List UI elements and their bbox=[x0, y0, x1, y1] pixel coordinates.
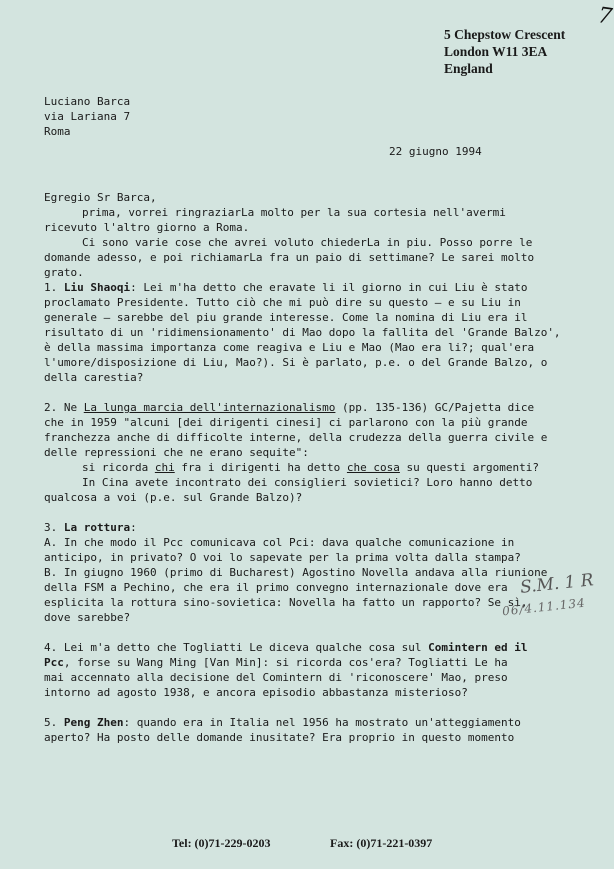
question-text: si ricorda bbox=[82, 461, 155, 474]
sender-address-line: London W11 3EA bbox=[444, 44, 548, 59]
handwritten-margin-note: 06/4.11.134 bbox=[501, 595, 587, 619]
question-1-line: generale – sarebbe del piu grande interesse. Come la nomina di Liu era il bbox=[44, 311, 528, 324]
intro-line: grato. bbox=[44, 266, 84, 279]
question-text: su questi argomenti? bbox=[399, 461, 539, 474]
question-number: 3. bbox=[44, 521, 58, 534]
question-4-line: mai accennato alla decisione del Comintern di 'riconoscere' Mao, preso bbox=[44, 671, 508, 684]
question-text: : Lei m'ha detto che eravate li il giorno in cui Liu è stato bbox=[130, 281, 528, 294]
footer-fax: Fax: (0)71-221-0397 bbox=[330, 836, 433, 850]
question-3-line: anticipo, in privato? O voi lo sapevate per la prima volta dalla stampa? bbox=[44, 551, 521, 564]
emphasis-underline: chi bbox=[154, 461, 175, 474]
question-3-line: esplicita la rottura sino-sovietica: Novella ha fatto un rapporto? Se sì, bbox=[44, 596, 528, 609]
question-4-topic: Comintern ed il bbox=[428, 641, 528, 654]
letter-body bbox=[44, 190, 564, 745]
question-4-line: intorno ad agosto 1938, e ancora episodio abbastanza misterioso? bbox=[44, 686, 468, 699]
question-4-line bbox=[44, 655, 564, 670]
question-1-line: l'umore/disposizione di Liu, Mao?). Si è parlato, p.e. o del Grande Balzo, o bbox=[44, 356, 548, 369]
question-3-heading-line bbox=[44, 520, 564, 535]
letter-date: 22 giugno 1994 bbox=[389, 145, 482, 158]
question-3-line: dove sarebbe? bbox=[44, 611, 131, 624]
intro-line: Ci sono varie cose che avrei voluto chiederLa in piu. Posso porre le bbox=[82, 236, 533, 249]
question-2-heading-line bbox=[44, 400, 564, 415]
intro-line: domande adesso, e poi richiamarLa fra un paio di settimane? Le sarei molto bbox=[44, 251, 535, 264]
question-1-line: è della massima importanza come reagiva e Liu e Mao (Mao era li?; qual'era bbox=[44, 341, 535, 354]
question-text: : quando era in Italia nel 1956 ha mostrato un'atteggiamento bbox=[123, 716, 521, 729]
question-1-line: risultato di un 'ridimensionamento' di Mao dopo la fallita del 'Grande Balzo', bbox=[44, 326, 561, 339]
question-2-subquestion bbox=[44, 460, 564, 475]
question-5-heading-line bbox=[44, 715, 564, 730]
question-number: 2. bbox=[44, 401, 58, 414]
question-text: 4. Lei m'a detto che Togliatti Le diceva qualche cosa sul bbox=[44, 641, 429, 654]
sender-address-line: 5 Chepstow Crescent bbox=[444, 27, 566, 42]
question-2-line: delle repressioni che ne erano sequite": bbox=[44, 446, 309, 459]
sender-address bbox=[444, 26, 565, 77]
question-3-topic: La rottura bbox=[63, 521, 131, 534]
intro-line: ricevuto l'altro giorno a Roma. bbox=[44, 221, 250, 234]
question-1-heading-line bbox=[44, 280, 564, 295]
question-2-subquestion: In Cina avete incontrato dei consiglieri sovietici? Loro hanno detto bbox=[82, 476, 533, 489]
question-3-line: della FSM a Pechino, che era il primo convegno internazionale dove era bbox=[44, 581, 508, 594]
question-text: (pp. 135-136) GC/Pajetta dice bbox=[335, 401, 535, 414]
salutation: Egregio Sr Barca, bbox=[44, 191, 157, 204]
question-3-line: A. In che modo il Pcc comunicava col Pci: dava qualche comunicazione in bbox=[44, 536, 515, 549]
recipient-street: via Lariana 7 bbox=[44, 110, 131, 123]
question-1-topic: Liu Shaoqi bbox=[63, 281, 131, 294]
question-2-line: qualcosa a voi (p.e. sul Grande Balzo)? bbox=[44, 491, 303, 504]
question-5-line: aperto? Ha posto delle domande inusitate? Era proprio in questo momento bbox=[44, 731, 515, 744]
recipient-name: Luciano Barca bbox=[44, 95, 131, 108]
question-text: , forse su Wang Ming [Van Min]: si ricorda cos'era? Togliatti Le ha bbox=[63, 656, 508, 669]
intro-line: prima, vorrei ringraziarLa molto per la sua cortesia nell'avermi bbox=[82, 206, 506, 219]
footer-telephone: Tel: (0)71-229-0203 bbox=[172, 836, 271, 850]
question-4-heading-line bbox=[44, 640, 564, 655]
question-number: 5. bbox=[44, 716, 58, 729]
question-text: fra i dirigenti ha detto bbox=[174, 461, 347, 474]
question-1-line: proclamato Presidente. Tutto ciò che mi può dire su questo – e su Liu in bbox=[44, 296, 521, 309]
question-number: 1. bbox=[44, 281, 58, 294]
recipient-address bbox=[44, 94, 130, 139]
handwritten-margin-note: S.M. 1 R bbox=[519, 570, 595, 598]
question-text: : bbox=[130, 521, 137, 534]
question-5-topic: Peng Zhen bbox=[63, 716, 124, 729]
handwritten-corner-mark: 7 bbox=[596, 3, 614, 30]
question-2-line: che in 1959 "alcuni [dei dirigenti cinesi] ci parlarono con la più grande bbox=[44, 416, 528, 429]
question-text: Ne bbox=[63, 401, 78, 414]
question-4-topic: Pcc bbox=[44, 656, 64, 669]
question-3-line: B. In giugno 1960 (primo di Bucharest) Agostino Novella andava alla riunione bbox=[44, 566, 548, 579]
sender-address-line: England bbox=[444, 61, 493, 76]
question-2-line: franchezza anche di difficolte interne, della crudezza della guerra civile e bbox=[44, 431, 548, 444]
question-1-line: della carestia? bbox=[44, 371, 144, 384]
recipient-city: Roma bbox=[44, 125, 71, 138]
book-title: La lunga marcia dell'internazionalismo bbox=[83, 401, 336, 414]
emphasis-underline: che cosa bbox=[346, 461, 400, 474]
